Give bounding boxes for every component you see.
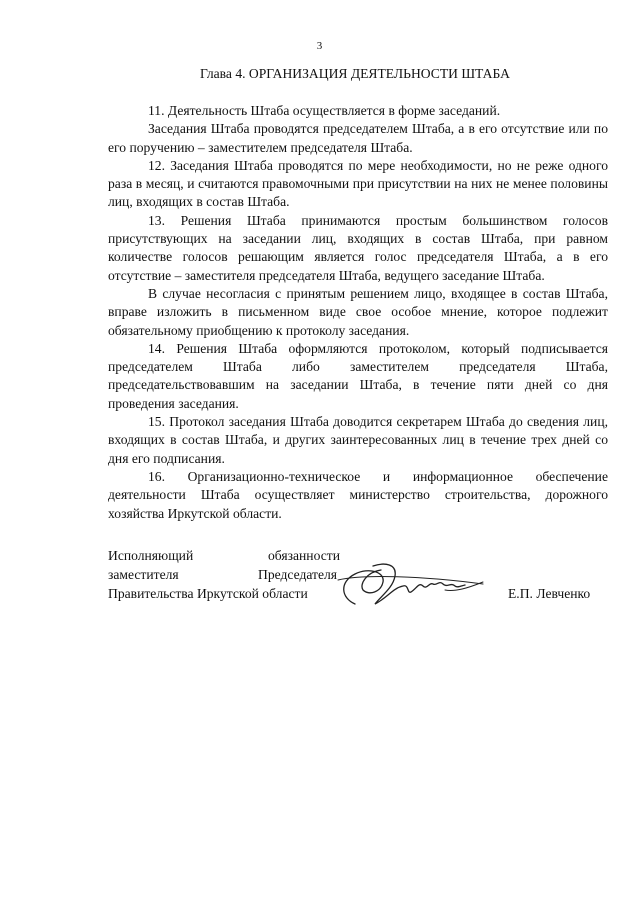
signatory-title-line-2: заместителя [108,567,179,582]
signatory-name: Е.П. Левченко [508,586,591,601]
paragraph-15: 15. Протокол заседания Штаба доводится секретарем Штаба до сведения лиц, входящих в состав Штаба, и других заинтересованных лиц в течение трех дней со дня его подписания. [108,414,608,466]
paragraph-12: 12. Заседания Штаба проводятся по мере необходимости, но не реже одного раза в месяц, и считаются правомочными при присутствии на них не менее половины лиц, входящих в состав Штаба. [108,157,608,210]
chapter-title: Глава 4. ОРГАНИЗАЦИЯ ДЕЯТЕЛЬНОСТИ ШТАБА [200,66,510,81]
signatory-title-line-1-right: обязанности [268,548,340,563]
document-body [108,102,608,523]
paragraph-13: 13. Решения Штаба принимаются простым большинством голосов присутствующих на заседании лиц, входящих в состав Штаба, при равном количестве голосов решающим является голос председателя Штаба, а в его отсутствие – заместителя председателя Штаба, ведущего заседание Штаба. [108,212,608,283]
paragraph-16: 16. Организационно-техническое и информационное обеспечение деятельности Штаба осуществляет министерство строительства, дорожного хозяйства Иркутской области. [108,468,608,521]
paragraph-11: 11. Деятельность Штаба осуществляется в форме заседаний. [148,103,501,118]
page-number: 3 [316,40,323,52]
signature-block [108,547,608,617]
paragraph-14: 14. Решения Штаба оформляются протоколом, который подписывается председателем Штаба либо заместителем председателя Штаба, председательствовавшим на заседании Штаба, в течение пяти дней со дня проведения заседания. [108,340,608,411]
signatory-title-line-2-right: Председателя [258,567,338,582]
signatory-title-line-1: Исполняющий [108,548,194,563]
handwritten-signature [333,552,493,612]
signatory-title-line-3: Правительства Иркутской области [108,586,308,601]
paragraph-13-continued: В случае несогласия с принятым решением лицо, входящее в состав Штаба, вправе изложить в письменном виде свое особое мнение, которое подлежит обязательному приобщению к протоколу заседания. [108,285,608,338]
paragraph-11-continued: Заседания Штаба проводятся председателем Штаба, а в его отсутствие или по его поручению – заместителем председателя Штаба. [108,121,608,155]
